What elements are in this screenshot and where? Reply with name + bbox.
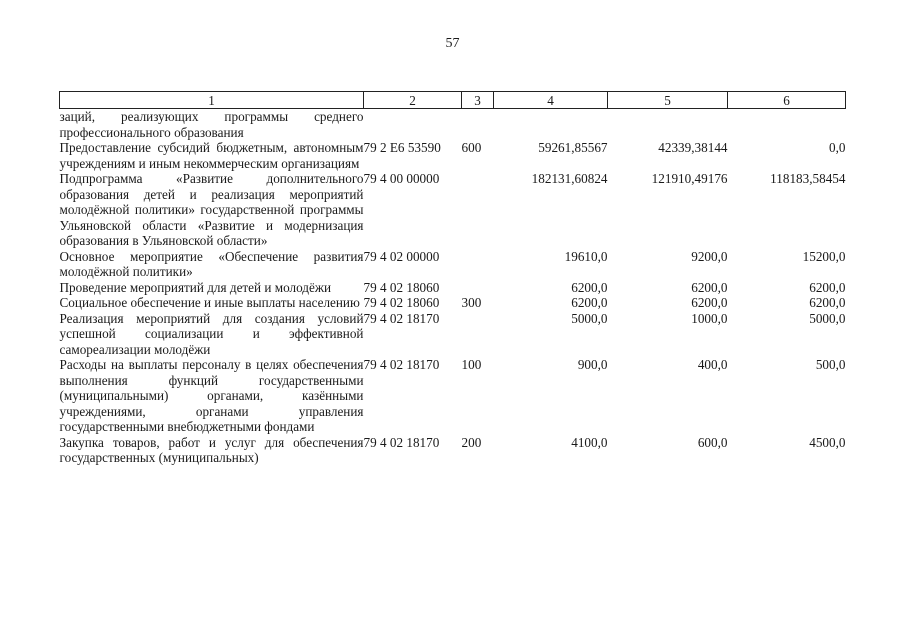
row-code: 79 4 02 00000 <box>363 248 440 264</box>
row-value-6: 5000,0 <box>809 310 846 326</box>
header-col-4: 4 <box>494 92 608 109</box>
page-number: 57 <box>445 36 460 51</box>
row-value-5: 6200,0 <box>691 295 728 310</box>
row-value-6: 6200,0 <box>809 295 846 310</box>
row-value-6: 500,0 <box>815 357 846 372</box>
row-expense-type: 200 <box>461 434 482 450</box>
row-code <box>364 109 462 141</box>
row-value-5: 600,0 <box>697 434 728 450</box>
row-value-5: 6200,0 <box>691 279 728 295</box>
row-code: 79 4 02 18060 <box>363 279 440 295</box>
table-row <box>60 109 846 141</box>
table-row <box>60 435 846 466</box>
row-value-4: 5000,0 <box>571 310 608 326</box>
row-code: 79 4 02 18170 <box>363 434 440 450</box>
row-name: Основное мероприятие «Обеспечение развития молодёжной политики» <box>59 248 364 279</box>
row-name: Подпрограмма «Развитие дополнительного образования детей и реализация мероприятий молодёжной политики» государственной программы Ульяновской области «Развитие и модернизация образования в Ульяновской области» <box>59 171 364 248</box>
table-row <box>60 249 846 280</box>
row-expense-type <box>462 249 494 280</box>
row-expense-type: 600 <box>461 140 482 155</box>
row-code: 79 4 02 18170 <box>363 310 440 326</box>
row-value-6: 15200,0 <box>802 248 846 264</box>
row-name: Расходы на выплаты персоналу в целях обеспечения выполнения функций государственными (муниципальными) органами, казёнными учреждениями, органами управления государственными внебюджетными фондами <box>59 357 364 434</box>
header-row <box>60 92 846 109</box>
table-row <box>60 357 846 435</box>
row-name: Проведение мероприятий для детей и молодёжи <box>59 279 332 295</box>
row-name: Предоставление субсидий бюджетным, автономным учреждениям и иным некоммерческим организациям <box>59 140 364 171</box>
row-expense-type: 300 <box>461 295 482 310</box>
header-col-1: 1 <box>60 92 364 109</box>
row-value-6: 0,0 <box>829 140 846 155</box>
row-code: 79 4 02 18170 <box>363 357 440 372</box>
row-value-4: 900,0 <box>577 357 608 372</box>
row-value-6 <box>728 109 846 141</box>
table-row <box>60 280 846 296</box>
row-value-6: 6200,0 <box>809 279 846 295</box>
row-value-4: 59261,85567 <box>538 140 608 155</box>
row-expense-type <box>462 311 494 358</box>
header-col-6: 6 <box>728 92 846 109</box>
row-expense-type <box>462 109 494 141</box>
row-name: Закупка товаров, работ и услуг для обеспечения государственных (муниципальных) <box>59 434 364 465</box>
row-value-6: 118183,58454 <box>770 171 846 186</box>
table-row <box>60 171 846 249</box>
row-code: 79 4 00 00000 <box>363 171 440 186</box>
row-code: 79 4 02 18060 <box>363 295 440 310</box>
row-expense-type <box>462 280 494 296</box>
table-row <box>60 295 846 311</box>
row-name: заций, реализующих программы среднего профессионального образования <box>59 109 364 140</box>
row-value-5: 400,0 <box>697 357 728 372</box>
row-value-4 <box>494 109 608 141</box>
header-col-5: 5 <box>608 92 728 109</box>
row-value-5: 121910,49176 <box>651 171 728 186</box>
budget-table <box>59 91 846 466</box>
row-name: Реализация мероприятий для создания условий успешной социализации и эффективной самореализации молодёжи <box>59 310 364 357</box>
row-value-5: 9200,0 <box>691 248 728 264</box>
row-name: Социальное обеспечение и иные выплаты населению <box>59 295 360 310</box>
row-value-6: 4500,0 <box>809 434 846 450</box>
row-value-5 <box>608 109 728 141</box>
row-value-4: 19610,0 <box>564 248 608 264</box>
row-expense-type <box>462 171 494 249</box>
row-value-4: 6200,0 <box>571 295 608 310</box>
row-value-4: 6200,0 <box>571 279 608 295</box>
row-value-4: 4100,0 <box>571 434 608 450</box>
table-row <box>60 140 846 171</box>
row-value-5: 1000,0 <box>691 310 728 326</box>
row-value-4: 182131,60824 <box>531 171 608 186</box>
table-row <box>60 311 846 358</box>
row-code: 79 2 E6 53590 <box>363 140 441 155</box>
header-col-3: 3 <box>462 92 494 109</box>
header-col-2: 2 <box>364 92 462 109</box>
row-value-5: 42339,38144 <box>658 140 728 155</box>
row-expense-type: 100 <box>461 357 482 372</box>
